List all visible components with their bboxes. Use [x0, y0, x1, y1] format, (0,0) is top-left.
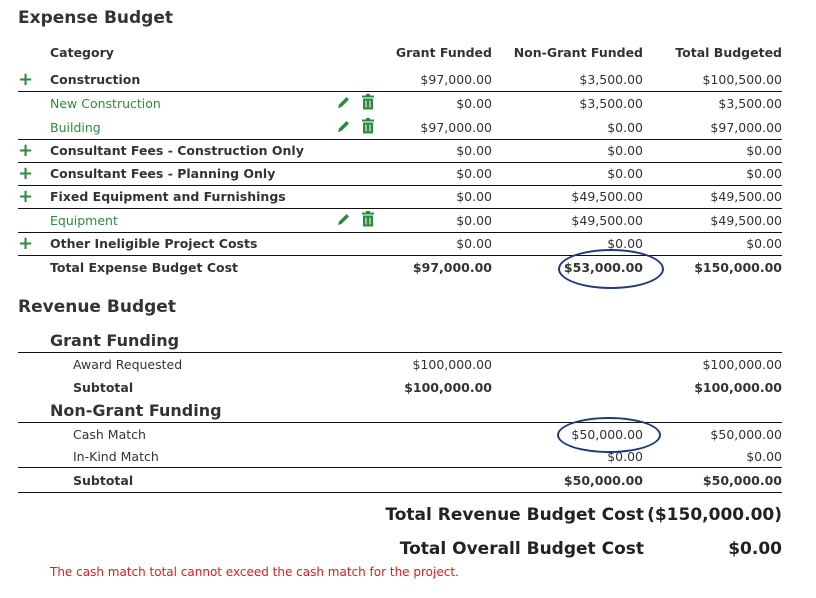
category-fixed-equipment: Fixed Equipment and Furnishings: [50, 189, 286, 204]
section-divider: [18, 352, 782, 353]
consultant-construction-grant: $0.00: [456, 143, 492, 158]
fixed-equipment-total: $49,500.00: [710, 189, 782, 204]
delete-trash-icon[interactable]: [361, 94, 375, 110]
row-divider: [18, 139, 782, 140]
expand-consultant-planning-plus-icon[interactable]: +: [18, 163, 34, 184]
grant-subtotal-label: Subtotal: [73, 380, 134, 395]
subcategory-equipment[interactable]: Equipment: [50, 213, 118, 228]
total-expense-label: Total Expense Budget Cost: [50, 260, 239, 275]
total-expense-nongrant: $53,000.00: [563, 260, 643, 275]
row-divider: [18, 208, 782, 209]
construction-grant: $97,000.00: [420, 72, 492, 87]
expand-other-ineligible-plus-icon[interactable]: +: [18, 233, 34, 254]
award-requested-grant: $100,000.00: [412, 357, 492, 372]
grant-funding-title: Grant Funding: [50, 331, 180, 350]
section-divider: [18, 422, 782, 423]
delete-trash-icon[interactable]: [361, 211, 375, 227]
non-grant-subtotal-nongrant: $50,000.00: [563, 473, 643, 488]
header-total-budgeted: Total Budgeted: [675, 45, 782, 60]
header-category: Category: [50, 45, 114, 60]
new-construction-nongrant: $3,500.00: [579, 96, 643, 111]
total-overall-value: $0.00: [728, 539, 782, 559]
row-divider: [18, 162, 782, 163]
new-construction-total: $3,500.00: [718, 96, 782, 111]
non-grant-subtotal-label: Subtotal: [73, 473, 134, 488]
expand-fixed-equipment-plus-icon[interactable]: +: [18, 186, 34, 207]
cash-match-label: Cash Match: [73, 427, 146, 442]
expense-budget-title: Expense Budget: [18, 8, 174, 28]
revenue-budget-title: Revenue Budget: [18, 297, 176, 317]
total-revenue-label: Total Revenue Budget Cost: [385, 505, 644, 525]
highlight-circle: [557, 417, 661, 453]
fixed-equipment-nongrant: $49,500.00: [571, 189, 643, 204]
highlight-circle: [558, 249, 664, 289]
subcategory-building[interactable]: Building: [50, 120, 101, 135]
equipment-nongrant: $49,500.00: [571, 213, 643, 228]
other-ineligible-grant: $0.00: [456, 236, 492, 251]
total-expense-total: $150,000.00: [694, 260, 782, 275]
delete-trash-icon[interactable]: [361, 118, 375, 134]
consultant-planning-total: $0.00: [746, 166, 782, 181]
other-ineligible-nongrant: $0.00: [607, 236, 643, 251]
consultant-construction-total: $0.00: [746, 143, 782, 158]
total-expense-grant: $97,000.00: [412, 260, 492, 275]
row-divider: [18, 467, 782, 468]
expand-consultant-construction-plus-icon[interactable]: +: [18, 140, 34, 161]
award-requested-total: $100,000.00: [702, 357, 782, 372]
consultant-planning-nongrant: $0.00: [607, 166, 643, 181]
header-non-grant-funded: Non-Grant Funded: [513, 45, 643, 60]
new-construction-grant: $0.00: [456, 96, 492, 111]
in-kind-match-label: In-Kind Match: [73, 449, 159, 464]
non-grant-subtotal-total: $50,000.00: [702, 473, 782, 488]
award-requested-label: Award Requested: [73, 357, 183, 372]
grant-subtotal-total: $100,000.00: [694, 380, 782, 395]
equipment-grant: $0.00: [456, 213, 492, 228]
row-divider: [18, 185, 782, 186]
building-grant: $97,000.00: [420, 120, 492, 135]
total-revenue-value: ($150,000.00): [647, 505, 782, 525]
category-construction: Construction: [50, 72, 141, 87]
cash-match-nongrant: $50,000.00: [571, 427, 643, 442]
grant-subtotal-grant: $100,000.00: [404, 380, 492, 395]
category-other-ineligible: Other Ineligible Project Costs: [50, 236, 258, 251]
consultant-planning-grant: $0.00: [456, 166, 492, 181]
construction-total: $100,500.00: [702, 72, 782, 87]
row-divider: [18, 91, 782, 92]
equipment-total: $49,500.00: [710, 213, 782, 228]
edit-pencil-icon[interactable]: [336, 119, 351, 134]
row-divider: [18, 492, 782, 493]
expand-construction-plus-icon[interactable]: +: [18, 69, 34, 90]
edit-pencil-icon[interactable]: [336, 95, 351, 110]
header-grant-funded: Grant Funded: [395, 45, 492, 60]
category-consultant-fees-planning: Consultant Fees - Planning Only: [50, 166, 276, 181]
cash-match-total: $50,000.00: [710, 427, 782, 442]
edit-pencil-icon[interactable]: [336, 212, 351, 227]
category-consultant-fees-construction: Consultant Fees - Construction Only: [50, 143, 304, 158]
in-kind-match-total: $0.00: [746, 449, 782, 464]
other-ineligible-total: $0.00: [746, 236, 782, 251]
consultant-construction-nongrant: $0.00: [607, 143, 643, 158]
building-nongrant: $0.00: [607, 120, 643, 135]
fixed-equipment-grant: $0.00: [456, 189, 492, 204]
row-divider: [18, 255, 782, 256]
in-kind-match-nongrant: $0.00: [607, 449, 643, 464]
non-grant-funding-title: Non-Grant Funding: [50, 401, 222, 420]
row-divider: [18, 232, 782, 233]
validation-error-message: The cash match total cannot exceed the cash match for the project.: [50, 565, 459, 579]
construction-nongrant: $3,500.00: [579, 72, 643, 87]
building-total: $97,000.00: [710, 120, 782, 135]
subcategory-new-construction[interactable]: New Construction: [50, 96, 161, 111]
total-overall-label: Total Overall Budget Cost: [399, 539, 644, 559]
